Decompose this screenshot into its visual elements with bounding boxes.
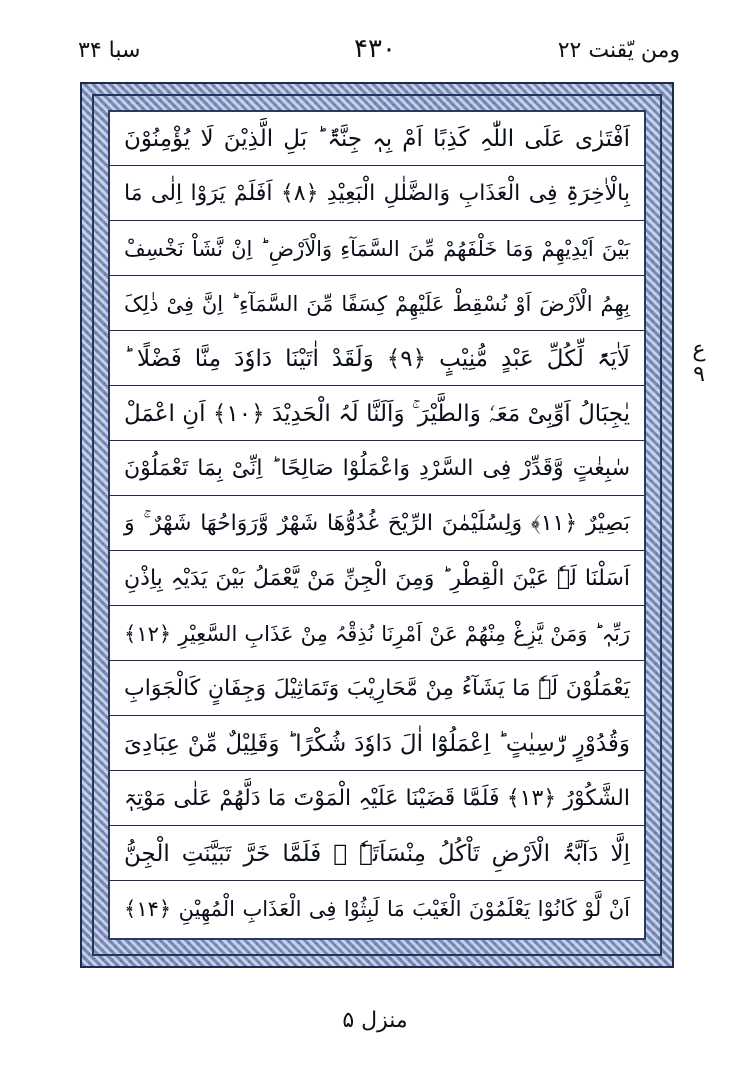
page-number: ۴۳۰ [354,34,396,64]
verse-line: سٰبِغٰتٍ وَّقَدِّرْ فِی السَّرْدِ وَاعْمَلُوْا صَالِحًا ؕ اِنِّیْ بِمَا تَعْمَلُوْنَ [110,442,644,496]
verse-line: اَفْتَرٰی عَلَی اللّٰہِ کَذِبًا اَمْ بِہٖ جِنَّۃٌ ؕ بَلِ الَّذِیْنَ لَا یُؤْمِنُوْنَ [110,112,644,166]
verse-line: اَنْ لَّوْ کَانُوْا یَعْلَمُوْنَ الْغَیْبَ مَا لَبِثُوْا فِی الْعَذَابِ الْمُھِیْنِ ﴿۱۴﴾ [124,897,630,921]
verse-line: بِالْاٰخِرَۃِ فِی الْعَذَابِ وَالضَّلٰلِ الْبَعِیْدِ ﴿۸﴾ اَفَلَمْ یَرَوْا اِلٰی مَا [110,167,644,221]
verse-line: بَیْنَ اَیْدِیْھِمْ وَمَا خَلْفَھُمْ مِّنَ السَّمَآءِ وَالْاَرْضِ ؕ اِنْ نَّشَاْ نَخْسِفْ [110,222,644,276]
verse-line: بَصِیْرٌ ﴿۱۱﴾ وَلِسُلَیْمٰنَ الرِّیْحَ غُدُوُّھَا شَھْرٌ وَّرَوَاحُھَا شَھْرٌ ۚ وَ [110,497,644,551]
verse-line: الشَّکُوْرُ ﴿۱۳﴾ فَلَمَّا قَضَیْنَا عَلَیْہِ الْمَوْتَ مَا دَلَّھُمْ عَلٰی مَوْتِہٖٓ [110,772,644,826]
page-header [0,0,750,82]
verse-line: اَسَلْنَا لَہٗ عَیْنَ الْقِطْرِ ؕ وَمِنَ الْجِنِّ مَنْ یَّعْمَلُ بَیْنَ یَدَیْہِ بِاِذْنِ [110,552,644,606]
verse-line: بِھِمُ الْاَرْضَ اَوْ نُسْقِطْ عَلَیْھِمْ کِسَفًا مِّنَ السَّمَآءِ ؕ اِنَّ فِیْ ذٰلِکَ [110,277,644,331]
verse-line: اِلَّا دَآبَّۃُ الْاَرْضِ تَاْکُلُ مِنْسَاَتَہٗ ۚ فَلَمَّا خَرَّ تَبَیَّنَتِ الْجِنُّ [110,827,644,881]
verse-line: لَاٰیَۃً لِّکُلِّ عَبْدٍ مُّنِیْبٍ ﴿۹﴾ وَلَقَدْ اٰتَیْنَا دَاوٗدَ مِنَّا فَضْلًا ؕ [110,332,644,386]
ruku-marker: ع ۹ [692,337,706,387]
verse-line: یٰجِبَالُ اَوِّبِیْ مَعَہٗ وَالطَّیْرَ ۚ وَاَلَنَّا لَہُ الْحَدِیْدَ ﴿۱۰﴾ اَنِ اعْمَلْ [110,387,644,441]
verse-line: وَقُدُوْرٍ رّٰسِیٰتٍ ؕ اِعْمَلُوْٓا اٰلَ دَاوٗدَ شُکْرًا ؕ وَقَلِیْلٌ مِّنْ عِبَادِیَ [110,717,644,771]
ornamental-border [80,82,674,968]
surah-name: سبا ۳۴ [78,38,141,63]
juz-name: ومن يّقنت ۲۲ [557,38,680,63]
manzil-label: منزل ۵ [342,1008,408,1033]
verse-line: یَعْمَلُوْنَ لَہٗ مَا یَشَآءُ مِنْ مَّحَارِیْبَ وَتَمَاثِیْلَ وَجِفَانٍ کَالْجَوَابِ [110,662,644,716]
verse-line: رَبِّہٖ ؕ وَمَنْ یَّزِغْ مِنْھُمْ عَنْ اَمْرِنَا نُذِقْہُ مِنْ عَذَابِ السَّعِیْرِ ﴿۱۲﴾ [110,607,644,661]
verse-text-area [108,110,646,940]
